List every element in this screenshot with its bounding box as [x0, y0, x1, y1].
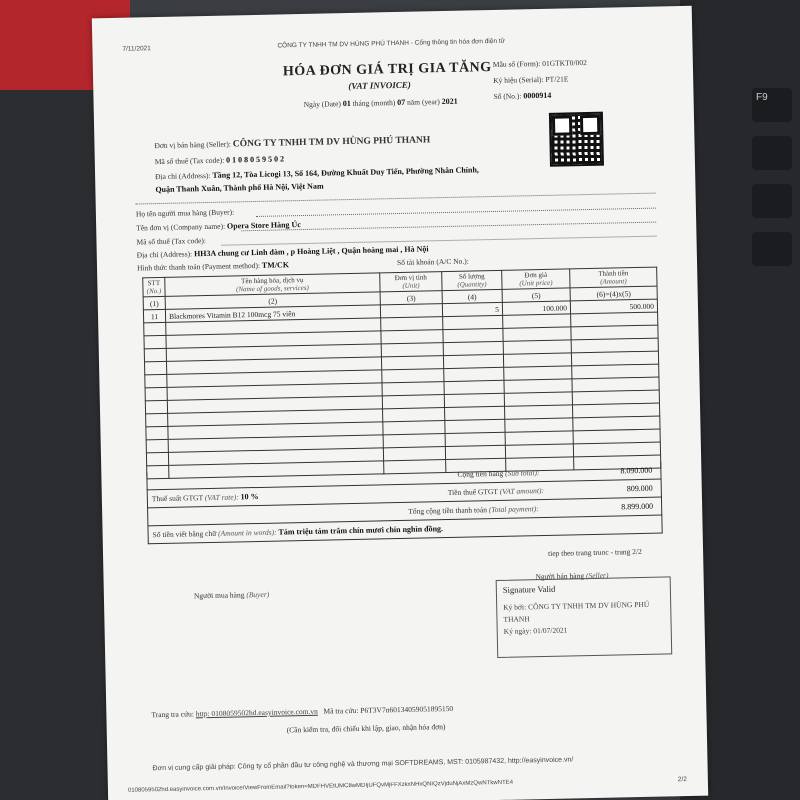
lookup-url-link[interactable]: http: 0108059502hd.easyinvoice.com.vn [195, 706, 318, 719]
continued-note: tiep theo trang truoc - trang 2/2 [548, 546, 642, 558]
buyer-name-row: Họ tên người mua hàng (Buyer): [135, 207, 235, 219]
seller-address-line2: Quận Thanh Xuân, Thành phố Hà Nội, Việt Nam [155, 181, 324, 195]
background-surface [0, 90, 110, 800]
total-value: 8.899.000 [621, 501, 654, 512]
amount-words-row: Số tiền viết bằng chữ (Amount in words): Tám triệu tám trăm chín mươi chín nghìn đồng. [147, 516, 662, 545]
buyer-name-line [256, 208, 656, 217]
keyboard-key [752, 184, 792, 218]
vat-amount-value: 809.000 [626, 483, 653, 494]
col-header-price: Đơn giá (Unit price) [502, 269, 570, 289]
signed-by-line2: THANH [503, 614, 530, 624]
lookup-row: Trang tra cứu: http: 0108059502hd.easyinvoice.com.vn Mã tra cứu: P6T3V7n60134059051895150 [151, 703, 454, 720]
print-header: CÔNG TY TNHH TM DV HÙNG PHÚ THANH - Cổng thông tin hóa đơn điện tử [277, 37, 506, 50]
footer-url: 0108059502hd.easyinvoice.com.vn/Invoice/ViewFromEmail?token=MDFHVEtUMC8wMDIjUFQvMjFFXzkxNHxQNIQzVjduNjAxMzQwNTkwNTE4 [127, 779, 514, 794]
buyer-signature-label: Người mua hàng (Buyer) [193, 589, 270, 601]
index-cell: (6)=(4)x(5) [570, 286, 657, 301]
invoice-title: HÓA ĐƠN GIÁ TRỊ GIA TĂNG [282, 60, 492, 80]
qr-code-icon [549, 112, 604, 167]
vat-row: Thuế suất GTGT (VAT rate): 10 % Tiền thuế GTGT (VAT amount): 809.000 [147, 480, 662, 509]
seller-address-row: Địa chỉ (Address): Tầng 12, Tòa Licogi 13, Số 164, Đường Khuất Duy Tiến, Phường Nhân Chính, [155, 165, 479, 182]
buyer-tax-line [222, 236, 657, 246]
index-cell: (2) [165, 292, 380, 309]
signature-box [496, 576, 673, 658]
seller-name-row: Đơn vị bán hàng (Seller): CÔNG TY TNHH TM DV HÙNG PHÚ THANH [154, 135, 431, 151]
col-header-name: Tên hàng hóa, dịch vụ (Name of goods, services) [165, 273, 380, 296]
invoice-paper [92, 6, 708, 800]
footer-page: 2/2 [677, 776, 687, 784]
subtotal-row: Cộng tiền hàng (Sub total): 8.090.000 [146, 462, 661, 491]
subtotal-value: 8.090.000 [620, 465, 653, 476]
invoice-number: Số (No.): 0000914 [493, 90, 552, 101]
items-table [142, 267, 661, 480]
invoice-subtitle: (VAT INVOICE) [348, 79, 411, 92]
print-date: 7/11/2021 [122, 45, 151, 53]
row-price: 100.000 [502, 301, 570, 315]
invoice-date: Ngày (Date) 01 tháng (month) 07 năm (year) 2021 [303, 96, 458, 109]
signed-date: Ký ngày: 01/07/2021 [503, 625, 568, 636]
payment-method-row: Hình thức thanh toán (Payment method): TM/CK [136, 260, 290, 273]
account-number-row: Số tài khoản (A/C No.): [396, 256, 469, 268]
signed-by: Ký bởi: CÔNG TY TNHH TM DV HÙNG PHÚ [503, 599, 650, 612]
seller-tax-row: Mã số thuế (Tax code): 0 1 0 8 0 5 9 5 0 2 [154, 154, 285, 167]
seller-signature-label: Người bán hàng (Seller) [535, 570, 609, 582]
col-header-amount: Thành tiền (Amount) [570, 267, 657, 288]
total-row: Tổng cộng tiền thanh toán (Total payment): 8.899.000 [147, 498, 662, 527]
serial-number: Ký hiệu (Serial): PT/21E [493, 74, 569, 85]
index-cell: (4) [442, 289, 502, 303]
row-amount: 500.000 [570, 299, 657, 314]
col-header-no: STT (No.) [143, 277, 165, 296]
row-no: 11 [143, 309, 165, 322]
signature-valid-text: Signature Valid [502, 583, 556, 595]
form-number: Mẫu số (Form): 01GTKT0/002 [492, 58, 587, 69]
keyboard-key-f9: F9 [752, 88, 792, 122]
index-cell: (3) [380, 291, 442, 305]
row-name: Blackmores Vitamin B12 100mcg 75 viên [165, 305, 380, 322]
index-cell: (5) [502, 288, 570, 302]
col-header-qty: Số lượng (Quantity) [442, 270, 502, 290]
index-cell: (1) [143, 296, 165, 309]
lookup-note: (Cần kiểm tra, đối chiếu khi lập, giao, nhận hóa đơn) [286, 722, 446, 735]
keyboard-key [752, 232, 792, 266]
divider [136, 193, 656, 205]
lookup-code: P6T3V7n60134059051895150 [360, 703, 454, 715]
buyer-company-row: Tên đơn vị (Company name): Opera Store Hàng Úc [136, 220, 301, 233]
col-header-unit: Đơn vị tính (Unit) [380, 272, 442, 292]
buyer-tax-row: Mã số thuế (Tax code): [136, 236, 207, 247]
row-qty: 5 [442, 302, 502, 316]
row-unit [380, 304, 442, 318]
buyer-address-row: Địa chỉ (Address): HH3A chung cư Linh đàm , p Hoàng Liệt , Quận hoàng mai , Hà Nội [136, 244, 429, 260]
keyboard-key [752, 136, 792, 170]
provider-info: Đơn vị cung cấp giải pháp: Công ty cổ phần đầu tư công nghệ và thương mại SOFTDREAMS, MST: 0105987432, http://easyinvoice.vn/ [152, 756, 574, 773]
buyer-company-line [241, 222, 656, 232]
